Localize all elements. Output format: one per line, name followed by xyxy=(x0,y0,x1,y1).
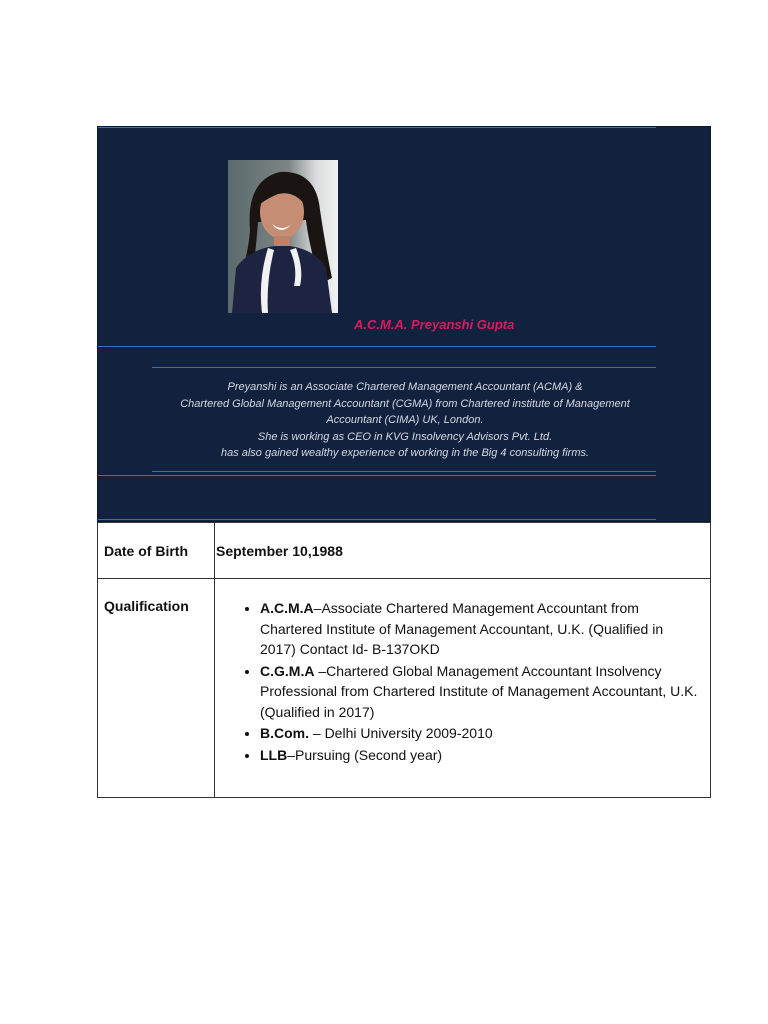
qualification-text: –Pursuing (Second year) xyxy=(287,746,443,763)
list-item xyxy=(260,745,699,766)
profile-bio xyxy=(152,379,658,462)
qualification-title: B.Com. xyxy=(260,725,309,741)
bio-line: Preyanshi is an Associate Chartered Management Accountant (ACMA) & xyxy=(227,381,583,393)
dob-label: Date of Birth xyxy=(98,523,215,579)
qualification-text: –Chartered Global Management Accountant Insolvency Professional from Chartered Institute of Management Accountant, U.K. (Qualified in 2017) xyxy=(260,662,698,720)
divider-line xyxy=(152,367,656,368)
profile-card xyxy=(97,126,711,776)
divider-line xyxy=(98,346,656,347)
details-table xyxy=(97,522,711,798)
qualification-title: LLB xyxy=(260,746,288,763)
qualification-cell xyxy=(215,579,711,798)
divider-line xyxy=(152,471,656,472)
bio-line: has also gained wealthy experience of working in the Big 4 consulting firms. xyxy=(220,447,590,459)
bio-line: She is working as CEO in KVG Insolvency Advisors Pvt. Ltd. xyxy=(257,430,553,443)
bio-line: Chartered Global Management Accountant (CGMA) from Chartered institute of Management xyxy=(180,397,630,410)
divider-line xyxy=(98,475,656,476)
table-row xyxy=(98,579,711,798)
profile-name: A.C.M.A. Preyanshi Gupta xyxy=(354,317,515,332)
list-item xyxy=(260,661,699,723)
profile-photo xyxy=(228,160,338,313)
bio-line: Accountant (CIMA) UK, London. xyxy=(326,414,484,426)
dob-value: September 10,1988 xyxy=(215,523,711,579)
list-item xyxy=(260,598,699,660)
profile-banner xyxy=(97,126,711,522)
qualification-label: Qualification xyxy=(98,579,215,798)
table-row xyxy=(98,523,711,579)
qualification-text: – Delhi University 2009-2010 xyxy=(309,725,493,741)
qualification-title: A.C.M.A xyxy=(260,600,314,616)
qualification-list xyxy=(216,580,709,765)
qualification-title: C.G.M.A xyxy=(260,662,315,679)
list-item xyxy=(260,723,699,744)
divider-line xyxy=(98,519,656,520)
portrait-image xyxy=(228,160,338,313)
qualification-text: –Associate Chartered Management Accountant from Chartered Institute of Management Accountant, U.K. (Qualified in 2017) Contact Id- B-137OKD xyxy=(260,600,664,657)
divider-line xyxy=(98,127,656,128)
